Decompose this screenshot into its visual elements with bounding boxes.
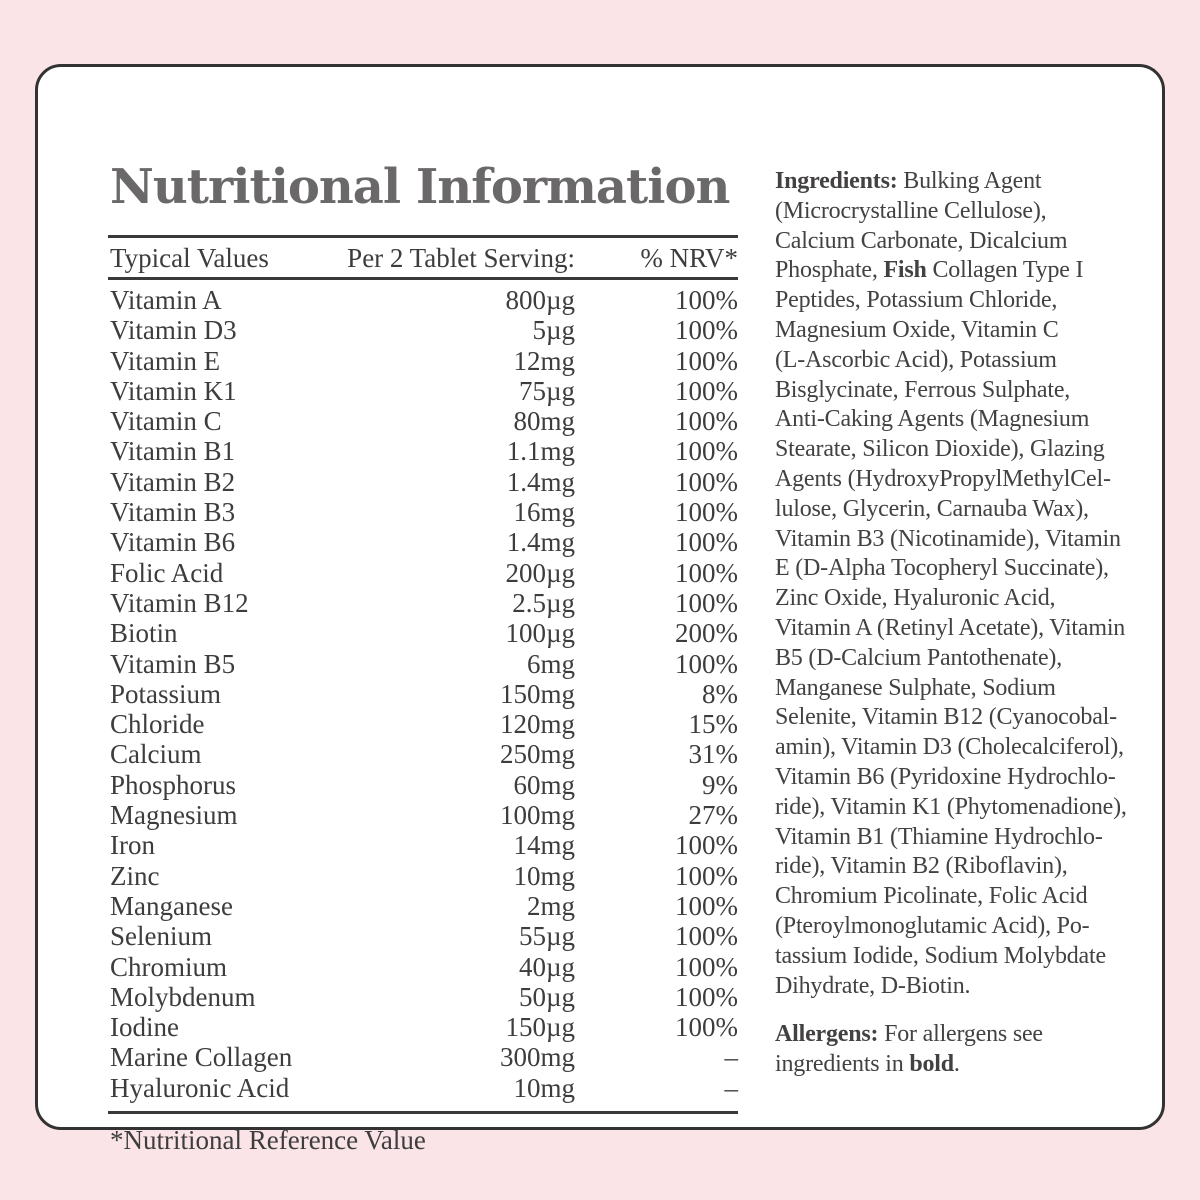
- nutrient-name: Chloride: [110, 709, 205, 740]
- nutrient-nrv: 100%: [675, 890, 738, 921]
- divider-bottom: [108, 1111, 738, 1114]
- allergens-line: Allergens: For allergens see: [775, 1021, 1043, 1048]
- divider-top: [108, 235, 738, 238]
- table-row: [108, 921, 738, 951]
- table-header: [108, 243, 738, 273]
- nutrient-nrv: 15%: [688, 709, 738, 740]
- ingredients-line: Vitamin A (Retinyl Acetate), Vitamin: [775, 614, 1126, 641]
- ingredients-line: Vitamin B6 (Pyridoxine Hydrochlo-: [775, 763, 1116, 790]
- nutrient-amount: 1.1mg: [506, 436, 575, 467]
- table-row: [108, 770, 738, 800]
- nutrient-nrv: 100%: [675, 436, 738, 467]
- table-row: [108, 800, 738, 830]
- table-row: [108, 861, 738, 891]
- nutrient-amount: 100mg: [499, 800, 575, 831]
- nutrient-amount: 150mg: [499, 678, 575, 709]
- nutrient-name: Vitamin K1: [110, 375, 237, 406]
- ingredients-line: Peptides, Potassium Chloride,: [775, 287, 1058, 314]
- nutrient-name: Vitamin E: [110, 345, 221, 376]
- nutrient-amount: 6mg: [526, 648, 575, 679]
- ingredients-line: ride), Vitamin K1 (Phytomenadione),: [775, 793, 1127, 820]
- table-row: [108, 830, 738, 860]
- table-row: [108, 376, 738, 406]
- nutrient-name: Magnesium: [110, 800, 238, 831]
- table-row: [108, 467, 738, 497]
- table-row: [108, 406, 738, 436]
- nutrient-name: Vitamin B2: [110, 466, 236, 497]
- nutrient-nrv: 100%: [675, 951, 738, 982]
- nutrition-label-card: [35, 64, 1165, 1155]
- table-row: [108, 982, 738, 1012]
- nutrient-name: Biotin: [110, 618, 178, 649]
- nutrient-name: Potassium: [110, 678, 222, 709]
- nutrient-nrv: 100%: [675, 587, 738, 618]
- table-row: [108, 1042, 738, 1072]
- nutrient-amount: 10mg: [513, 1072, 575, 1103]
- nutrient-name: Selenium: [110, 921, 212, 952]
- table-row: [108, 709, 738, 739]
- ingredients-line: amin), Vitamin D3 (Cholecalciferol),: [775, 734, 1124, 761]
- nutrient-name: Zinc: [110, 860, 160, 891]
- ingredients-line: Ingredients: Bulking Agent: [775, 168, 1042, 194]
- nutrient-amount: 16mg: [513, 497, 575, 528]
- nutrient-amount: 200µg: [505, 557, 575, 588]
- ingredients-line: Vitamin B1 (Thiamine Hydrochlo-: [775, 823, 1103, 850]
- nutrient-nrv: 100%: [675, 860, 738, 891]
- table-row: [108, 952, 738, 982]
- ingredients-line: Magnesium Oxide, Vitamin C: [775, 316, 1059, 343]
- ingredients-line: tassium Iodide, Sodium Molybdate: [775, 942, 1106, 969]
- nutrient-nrv: 100%: [675, 557, 738, 588]
- nutrient-nrv: 100%: [675, 466, 738, 497]
- nutrient-nrv: 100%: [675, 981, 738, 1012]
- nutrient-amount: 1.4mg: [506, 466, 575, 497]
- nutrient-nrv: 100%: [675, 497, 738, 528]
- ingredients-line: (Microcrystalline Cellulose),: [775, 197, 1047, 224]
- nutrient-nrv: 9%: [702, 769, 738, 800]
- ingredients-line: Anti-Caking Agents (Magnesium: [775, 406, 1090, 433]
- nutrient-name: Manganese: [110, 890, 233, 921]
- nutrient-name: Iron: [110, 830, 155, 861]
- table-row: [108, 649, 738, 679]
- nutrient-nrv: –: [724, 1042, 738, 1073]
- nutrient-nrv: 8%: [702, 678, 738, 709]
- ingredients-panel: [775, 167, 1181, 1080]
- nutrient-nrv: 100%: [675, 648, 738, 679]
- nutrient-name: Vitamin B12: [110, 587, 249, 618]
- ingredients-line: Agents (HydroxyPropylMethylCel-: [775, 465, 1111, 492]
- table-row: [108, 527, 738, 557]
- nutrient-nrv: 100%: [675, 285, 738, 315]
- ingredients-line: Manganese Sulphate, Sodium: [775, 674, 1056, 701]
- nutrient-amount: 12mg: [513, 345, 575, 376]
- table-row: [108, 436, 738, 466]
- ingredients-paragraph: [775, 167, 1181, 1001]
- table-row: [108, 558, 738, 588]
- nutrient-name: Vitamin A: [110, 285, 222, 315]
- nutrient-amount: 1.4mg: [506, 527, 575, 558]
- nutrient-table: [108, 285, 738, 1103]
- nutrient-name: Calcium: [110, 739, 202, 770]
- nutrient-amount: 5µg: [532, 315, 575, 346]
- nutrient-nrv: 100%: [675, 921, 738, 952]
- header-typical-values: Typical Values: [110, 243, 269, 273]
- nutrient-name: Hyaluronic Acid: [110, 1072, 290, 1103]
- nutrient-nrv: 100%: [675, 375, 738, 406]
- ingredients-line: Zinc Oxide, Hyaluronic Acid,: [775, 585, 1056, 612]
- nutrient-nrv: 27%: [688, 800, 738, 831]
- ingredients-line: (L-Ascorbic Acid), Potassium: [775, 346, 1057, 373]
- nutrient-amount: 2mg: [526, 890, 575, 921]
- ingredients-line: Phosphate, Fish Collagen Type I: [775, 257, 1084, 284]
- nutrient-name: Vitamin B1: [110, 436, 236, 467]
- table-row: [108, 1073, 738, 1103]
- nutrient-amount: 2.5µg: [512, 587, 575, 618]
- nutrient-amount: 800µg: [505, 285, 575, 315]
- allergens-paragraph: [775, 1020, 1181, 1080]
- nutrient-name: Vitamin B5: [110, 648, 236, 679]
- ingredients-line: ride), Vitamin B2 (Riboflavin),: [775, 853, 1068, 880]
- table-row: [108, 679, 738, 709]
- nutrient-amount: 120mg: [499, 709, 575, 740]
- nutrient-nrv: 100%: [675, 315, 738, 346]
- nutrient-nrv: 100%: [675, 830, 738, 861]
- nutrient-name: Vitamin C: [110, 406, 222, 437]
- table-row: [108, 346, 738, 376]
- nutrient-nrv: 100%: [675, 527, 738, 558]
- ingredients-line: Chromium Picolinate, Folic Acid: [775, 883, 1088, 910]
- nutrient-name: Vitamin B6: [110, 527, 236, 558]
- nutrient-nrv: 100%: [675, 406, 738, 437]
- ingredients-line: Calcium Carbonate, Dicalcium: [775, 227, 1068, 254]
- table-row: [108, 315, 738, 345]
- nutrient-amount: 100µg: [505, 618, 575, 649]
- table-row: [108, 588, 738, 618]
- table-row: [108, 497, 738, 527]
- header-serving: Per 2 Tablet Serving:: [347, 243, 575, 273]
- nutrient-amount: 14mg: [513, 830, 575, 861]
- ingredients-line: Stearate, Silicon Dioxide), Glazing: [775, 436, 1105, 463]
- table-row: [108, 739, 738, 769]
- nutrient-amount: 250mg: [499, 739, 575, 770]
- nutrient-name: Molybdenum: [110, 981, 256, 1012]
- table-row: [108, 891, 738, 921]
- nutrient-nrv: 31%: [688, 739, 738, 770]
- page-title: Nutritional Information: [110, 159, 730, 215]
- ingredients-line: (Pteroylmonoglutamic Acid), Po-: [775, 912, 1090, 939]
- nutrient-amount: 50µg: [518, 981, 575, 1012]
- ingredients-line: Dihydrate, D-Biotin.: [775, 972, 971, 999]
- table-row: [108, 618, 738, 648]
- nutrient-name: Folic Acid: [110, 557, 224, 588]
- ingredients-line: lulose, Glycerin, Carnauba Wax),: [775, 495, 1089, 522]
- nutrient-name: Vitamin B3: [110, 497, 236, 528]
- allergens-line: ingredients in bold.: [775, 1051, 960, 1078]
- nutrient-nrv: 200%: [675, 618, 738, 649]
- nutrient-amount: 150µg: [505, 1012, 575, 1043]
- header-nrv: % NRV*: [640, 243, 738, 273]
- ingredients-line: E (D-Alpha Tocopheryl Succinate),: [775, 555, 1109, 582]
- nutrient-amount: 55µg: [518, 921, 575, 952]
- nutrient-name: Iodine: [110, 1012, 179, 1043]
- nutrient-amount: 300mg: [499, 1042, 575, 1073]
- ingredients-line: Selenite, Vitamin B12 (Cyanocobal-: [775, 704, 1117, 731]
- nutrient-name: Phosphorus: [110, 769, 237, 800]
- ingredients-line: Vitamin B3 (Nicotinamide), Vitamin: [775, 525, 1121, 552]
- nutrient-nrv: 100%: [675, 345, 738, 376]
- nutrient-amount: 75µg: [518, 375, 575, 406]
- ingredients-line: Bisglycinate, Ferrous Sulphate,: [775, 376, 1071, 403]
- nutrient-name: Marine Collagen: [110, 1042, 293, 1073]
- nutrient-amount: 80mg: [513, 406, 575, 437]
- nutrient-amount: 60mg: [513, 769, 575, 800]
- divider-header: [108, 277, 738, 280]
- nutrient-nrv: 100%: [675, 1012, 738, 1043]
- nrv-footnote: *Nutritional Reference Value: [110, 1125, 426, 1155]
- ingredients-line: B5 (D-Calcium Pantothenate),: [775, 644, 1062, 671]
- nutrient-name: Chromium: [110, 951, 228, 982]
- nutrient-amount: 40µg: [518, 951, 575, 982]
- nutrient-name: Vitamin D3: [110, 315, 237, 346]
- table-row: [108, 285, 738, 315]
- nutrient-nrv: –: [724, 1072, 738, 1103]
- table-row: [108, 1012, 738, 1042]
- nutrient-amount: 10mg: [513, 860, 575, 891]
